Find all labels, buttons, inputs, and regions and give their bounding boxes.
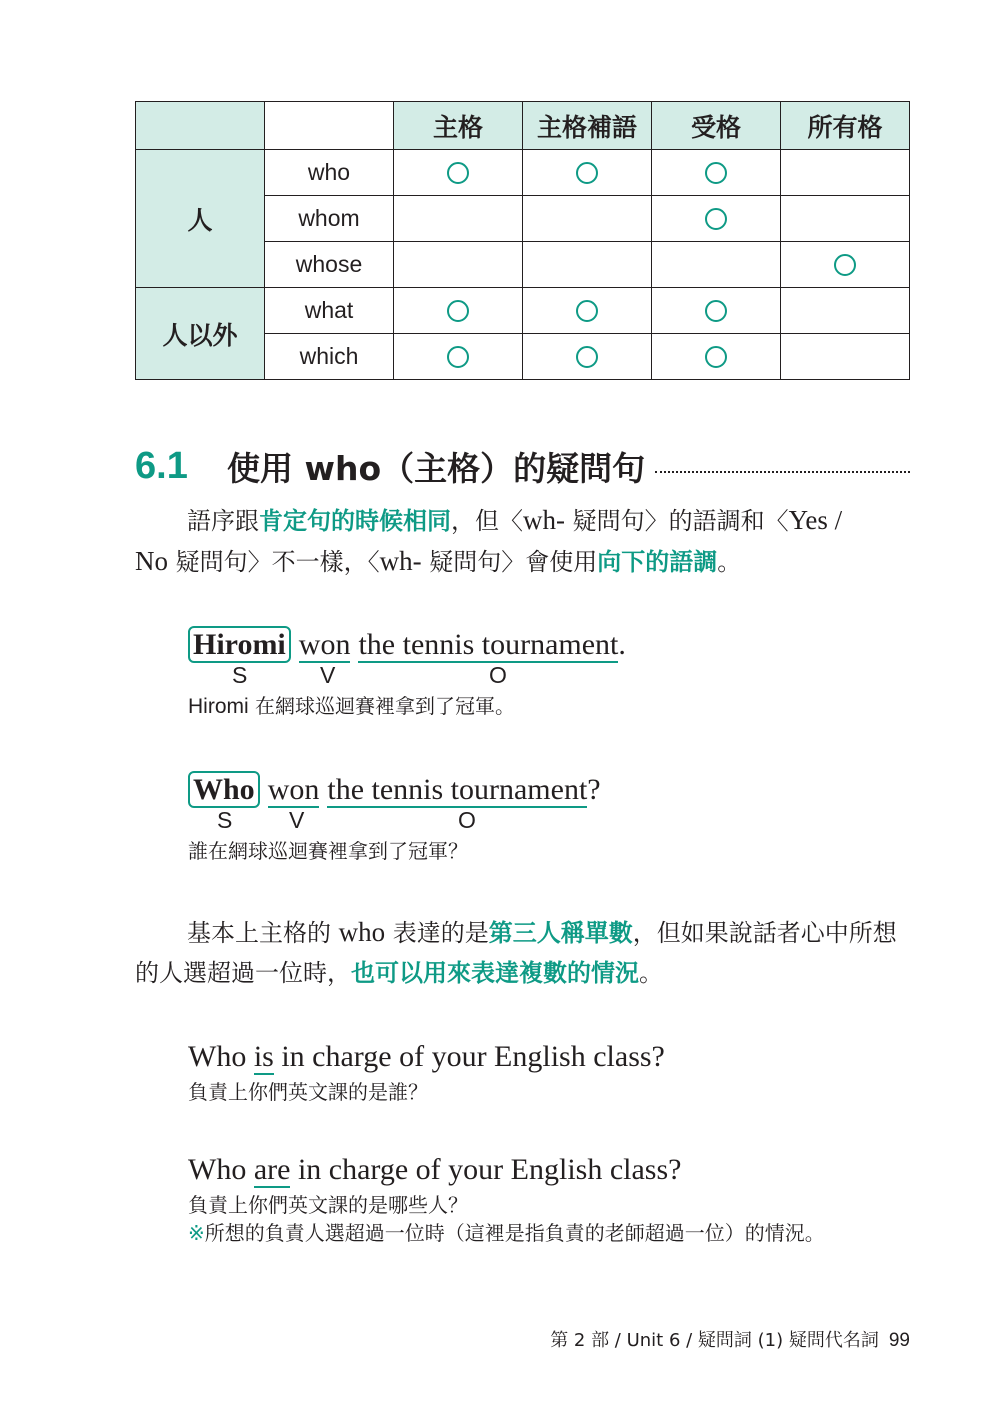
highlight-text: 也可以用來表達複數的情況: [351, 959, 639, 987]
mark-cell: [781, 196, 910, 242]
para-text: 基本上主格的: [187, 919, 339, 947]
svo-label-v: V: [320, 662, 336, 688]
dotted-leader: [655, 471, 910, 473]
verb-underline: is: [253, 1040, 274, 1073]
group-label-person: 人: [136, 150, 265, 288]
running-footer: 第 2 部 / Unit 6 / 疑問詞 (1) 疑問代名詞: [550, 1330, 879, 1351]
note-text: 所想的負責人選超過一位時（這裡是指負責的老師超過一位）的情況。: [204, 1221, 825, 1245]
sentence-rest: in charge of your English class?: [290, 1153, 682, 1186]
header-cell-possessive: 所有格: [781, 102, 910, 150]
svo-label-o: O: [458, 807, 476, 833]
mark-cell: [781, 150, 910, 196]
sentence-end: ?: [587, 773, 601, 806]
example-english: [188, 628, 626, 662]
circle-mark-icon: [576, 346, 598, 368]
table-header-row: [136, 102, 910, 150]
mark-cell: [781, 288, 910, 334]
latin-text: wh-: [523, 505, 565, 535]
para-text: 。: [639, 959, 663, 987]
sentence-end: .: [618, 628, 626, 661]
circle-mark-icon: [447, 300, 469, 322]
header-cell-subject-complement: 主格補語: [523, 102, 652, 150]
mark-cell: [523, 288, 652, 334]
example-english: [188, 1153, 825, 1187]
mark-cell: [523, 196, 652, 242]
intro-paragraph: [135, 500, 915, 582]
example-sentence-2: [188, 773, 601, 865]
object-underline: the tennis tournament: [327, 773, 588, 806]
mark-cell: [652, 242, 781, 288]
circle-mark-icon: [705, 208, 727, 230]
example-translation: 負責上你們英文課的是哪些人？: [188, 1193, 468, 1217]
circle-mark-icon: [447, 346, 469, 368]
mark-cell: [394, 242, 523, 288]
mark-cell: [394, 150, 523, 196]
highlight-text: 向下的語調: [597, 548, 718, 576]
example-sentence-1: [188, 628, 626, 721]
svo-labels: [188, 662, 626, 688]
mark-cell: [394, 288, 523, 334]
svo-label-o: O: [489, 662, 507, 688]
pronoun-cell: whose: [265, 242, 394, 288]
highlight-text: 第三人稱單數: [488, 919, 633, 947]
para-text: 疑問句〉會使用: [421, 548, 598, 576]
example-english: [188, 1040, 665, 1074]
example-translation: 負責上你們英文課的是誰？: [188, 1080, 428, 1104]
sentence-start: Who: [188, 1040, 254, 1073]
svo-labels: [188, 807, 601, 833]
mark-cell: [523, 150, 652, 196]
mark-cell: [781, 242, 910, 288]
sentence-rest: in charge of your English class?: [273, 1040, 665, 1073]
svo-label-s: S: [217, 807, 233, 833]
para-text: 疑問句〉的語調和〈: [565, 507, 789, 535]
circle-mark-icon: [576, 162, 598, 184]
table-row: [136, 150, 910, 196]
example-sentence-4: [188, 1153, 825, 1247]
circle-mark-icon: [834, 254, 856, 276]
latin-text: who: [338, 917, 386, 947]
subject-box: Who: [188, 771, 260, 808]
mark-cell: [523, 334, 652, 380]
example-translation: 誰在網球巡迴賽裡拿到了冠軍？: [188, 839, 468, 863]
table-row: [136, 288, 910, 334]
mark-cell: [394, 334, 523, 380]
mark-cell: [652, 288, 781, 334]
footnote: [188, 1219, 825, 1247]
header-cell-nominative: 主格: [394, 102, 523, 150]
circle-mark-icon: [447, 162, 469, 184]
header-cell-objective: 受格: [652, 102, 781, 150]
case-table: [135, 101, 910, 380]
para-text: 疑問句〉不一樣，〈: [168, 548, 380, 576]
group-label-non-person: 人以外: [136, 288, 265, 380]
highlight-text: 肯定句的時候相同: [259, 507, 451, 535]
verb-underline: won: [298, 628, 351, 661]
latin-text: Yes /: [788, 505, 843, 535]
mark-cell: [652, 196, 781, 242]
latin-text: wh-: [379, 546, 422, 576]
pronoun-cell: who: [265, 150, 394, 196]
note-mark-icon: ※: [188, 1221, 205, 1245]
example-english: [188, 773, 601, 807]
verb-underline: are: [253, 1153, 291, 1186]
header-cell-blank-1: [136, 102, 265, 150]
verb-underline: won: [267, 773, 320, 806]
mark-cell: [523, 242, 652, 288]
example-translation: [188, 692, 626, 721]
page-number: 99: [888, 1330, 910, 1351]
mark-cell: [652, 150, 781, 196]
header-cell-blank-2: [265, 102, 394, 150]
svo-label-v: V: [289, 807, 305, 833]
translation-text: 在網球巡迴賽裡拿到了冠軍。: [248, 694, 516, 718]
mark-cell: [781, 334, 910, 380]
para-text: 語序跟: [187, 507, 259, 535]
pronoun-cell: whom: [265, 196, 394, 242]
para-text: ，但如果說話者心中所想的人選超過一位時，: [135, 919, 897, 987]
mark-cell: [394, 196, 523, 242]
circle-mark-icon: [576, 300, 598, 322]
sentence-start: Who: [188, 1153, 254, 1186]
object-underline: the tennis tournament: [358, 628, 619, 661]
section-title: 使用 who（主格）的疑問句: [227, 448, 646, 488]
circle-mark-icon: [705, 162, 727, 184]
section-heading: [135, 440, 910, 492]
circle-mark-icon: [705, 300, 727, 322]
explanation-paragraph: [135, 912, 915, 993]
pronoun-cell: which: [265, 334, 394, 380]
translation-name: Hiromi: [188, 695, 249, 718]
circle-mark-icon: [705, 346, 727, 368]
para-text: 。: [717, 548, 742, 576]
para-text: 表達的是: [385, 919, 489, 947]
latin-text: No: [135, 546, 168, 576]
svo-label-s: S: [232, 662, 248, 688]
mark-cell: [652, 334, 781, 380]
example-sentence-3: [188, 1040, 665, 1106]
section-number: 6.1: [135, 444, 188, 487]
para-text: ，但〈: [451, 507, 523, 535]
pronoun-cell: what: [265, 288, 394, 334]
page-footer: [550, 1326, 910, 1352]
subject-box: Hiromi: [188, 626, 291, 663]
